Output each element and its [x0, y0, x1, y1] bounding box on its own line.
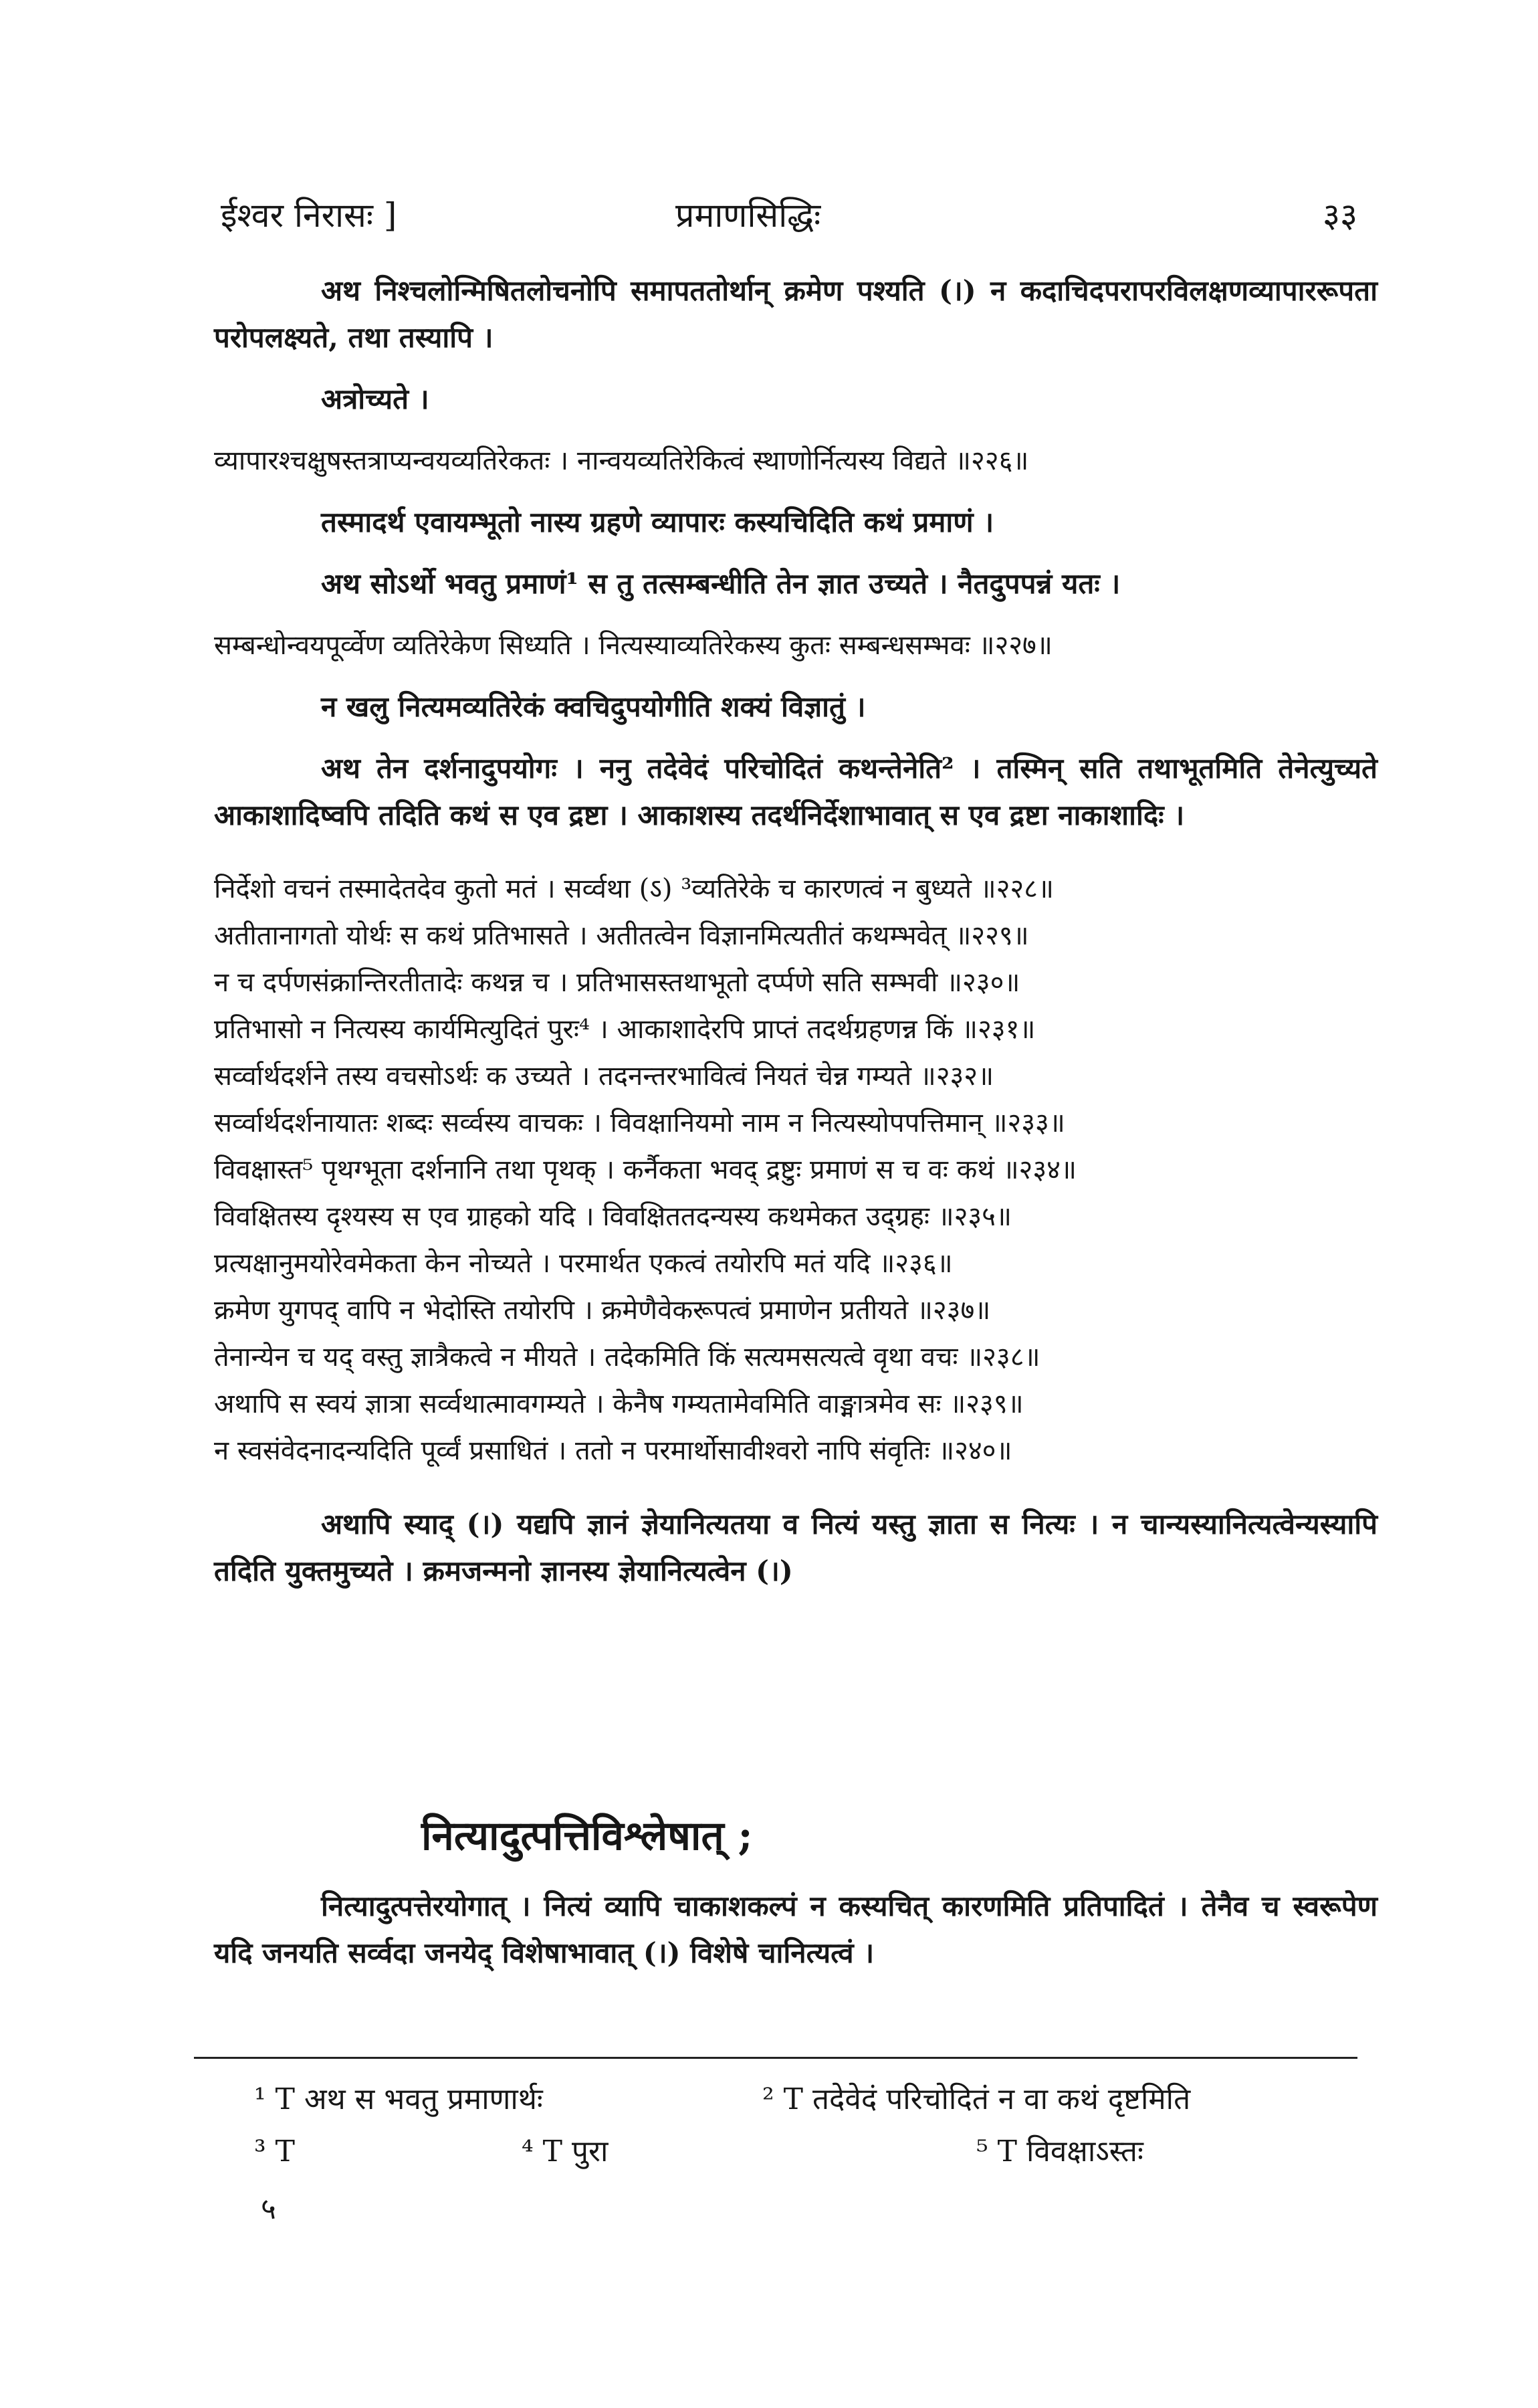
- verse-line: क्रमेण युगपद् वापि न भेदोस्ति तयोरपि । क्रमेणैवेकरूपत्वं प्रमाणेन प्रतीयते ॥२३७॥: [214, 1295, 991, 1326]
- verse-line: निर्देशो वचनं तस्मादेतदेव कुतो मतं । सर्व्वथा (ऽ) ³व्यतिरेके च कारणत्वं न बुध्यते ॥२२८॥: [214, 874, 1054, 904]
- verse-line: विवक्षितस्य दृश्यस्य स एव ग्राहको यदि । विवक्षिततदन्यस्य कथमेकत उद्ग्रहः ॥२३५॥: [214, 1201, 1012, 1232]
- paragraph: अथ सोऽर्थो भवतु प्रमाणं¹ स तु तत्सम्बन्धीति तेन ज्ञात उच्यते । नैतदुपपन्नं यतः ।: [321, 567, 1121, 600]
- commentary: [214, 1883, 1378, 1977]
- footnote-divider: [194, 2057, 1357, 2059]
- footnote-row: [254, 2074, 1378, 2126]
- footnote: ² T तदेवेदं परिचोदितं न वा कथं दृष्टमिति: [762, 2082, 1191, 2116]
- footnote: ¹ T अथ स भवतु प्रमाणार्थः: [254, 2082, 543, 2116]
- footnotes: [254, 2074, 1378, 2178]
- paragraph: अथ निश्चलोन्मिषितलोचनोपि समापततोर्थान् क्रमेण पश्यति (।) न कदाचिदपरापरविलक्षणव्यापाररूपता परोपलक्ष्यते, तथा तस्यापि ।: [214, 274, 1378, 354]
- signature-mark: ५: [261, 2192, 276, 2226]
- verse-line: प्रत्यक्षानुमयोरेवमेकता केन नोच्यते । परमार्थत एकत्वं तयोरपि मतं यदि ॥२३६॥: [214, 1248, 953, 1279]
- verse-line: सर्व्वार्थदर्शनायातः शब्दः सर्व्वस्य वाचकः । विवक्षानियमो नाम न नित्यस्योपपत्तिमान् ॥२३३॥: [214, 1108, 1065, 1138]
- verse-line: अतीतानागतो योर्थः स कथं प्रतिभासते । अतीतत्वेन विज्ञानमित्यतीतं कथम्भवेत् ॥२२९॥: [214, 920, 1029, 951]
- verse-line: व्यापारश्चक्षुषस्तत्राप्यन्वयव्यतिरेकतः । नान्वयव्यतिरेकित्वं स्थाणोर्नित्यस्य विद्यते ॥२२६॥: [214, 445, 1029, 476]
- verse-line: न च दर्पणसंक्रान्तिरतीतादेः कथन्न च । प्रतिभासस्तथाभूतो दर्प्पणे सति सम्भवी ॥२३०॥: [214, 967, 1020, 998]
- paragraph: तस्मादर्थ एवायम्भूतो नास्य ग्रहणे व्यापारः कस्यचिदिति कथं प्रमाणं ।: [321, 506, 994, 538]
- verse-line: विवक्षास्त⁵ पृथग्भूता दर्शनानि तथा पृथक् । कर्नैकता भवद् द्रष्टुः प्रमाणं स च वः कथं ॥२३४॥: [214, 1155, 1077, 1185]
- footnote-row: [254, 2126, 1378, 2178]
- verse-line: प्रतिभासो न नित्यस्य कार्यमित्युदितं पुरः⁴ । आकाशादेरपि प्राप्तं तदर्थग्रहणन्न किं ॥२३१॥: [214, 1014, 1036, 1045]
- paragraph: अत्रोच्यते ।: [321, 383, 429, 415]
- paragraph: अथापि स्याद् (।) यद्यपि ज्ञानं ज्ञेयानित्यतया व नित्यं यस्तु ज्ञाता स नित्यः । न चान्यस्यानित्यत्वेन्यस्यापि तदिति युक्तमुच्यते । क्रमजन्मनो ज्ञानस्य ज्ञेयानित्यत्वेन (।): [214, 1508, 1378, 1587]
- verse-line: न स्वसंवेदनादन्यदिति पूर्व्वं प्रसाधितं । ततो न परमार्थोसावीश्वरो नापि संवृतिः ॥२४०॥: [214, 1435, 1012, 1466]
- verse-line: तेनान्येन च यद् वस्तु ज्ञात्रैकत्वे न मीयते । तदेकमिति किं सत्यमसत्यत्वे वृथा वचः ॥२३८॥: [214, 1342, 1040, 1373]
- paragraph: न खलु नित्यमव्यतिरेकं क्वचिदुपयोगीति शक्यं विज्ञातुं ।: [321, 690, 866, 723]
- verse-line: अथापि स स्वयं ज्ञात्रा सर्व्वथात्मावगम्यते । केनैष गम्यतामेवमिति वाङ्मात्रमेव सः ॥२३९॥: [214, 1389, 1024, 1419]
- running-head-title: प्रमाणसिद्धिः: [675, 196, 821, 235]
- footnote: ⁵ T विवक्षाऽस्तः: [976, 2134, 1143, 2169]
- verse-line: सर्व्वार्थदर्शने तस्य वचसोऽर्थः क उच्यते । तदनन्तरभावित्वं नियतं चेन्न गम्यते ॥२३२॥: [214, 1061, 994, 1092]
- page-number: ३३: [1323, 196, 1357, 235]
- verse-line: सम्बन्धोन्वयपूर्व्वेण व्यतिरेकेण सिध्यति । नित्यस्याव्यतिरेकस्य कुतः सम्बन्धसम्भवः ॥२२७॥: [214, 630, 1053, 661]
- footnote: ³ T: [254, 2134, 295, 2169]
- paragraph: अथ तेन दर्शनादुपयोगः । ननु तदेवेदं परिचोदितं कथन्तेनेति² । तस्मिन् सति तथाभूतमिति तेनेत्युच्यते आकाशादिष्वपि तदिति कथं स एव द्रष्टा । आकाशस्य तदर्थनिर्देशाभावात् स एव द्रष्टा नाकाशादिः ।: [214, 752, 1378, 831]
- main-text: [214, 268, 1378, 1595]
- paragraph: नित्यादुत्पत्तेरयोगात् । नित्यं व्यापि चाकाशकल्पं न कस्यचित् कारणमिति प्रतिपादितं । तेनैव च स्वरूपेण यदि जनयति सर्व्वदा जनयेद् विशेषाभावात् (।) विशेषे चानित्यत्वं ।: [214, 1890, 1378, 1969]
- footnote: ⁴ T पुरा: [522, 2134, 609, 2169]
- section-heading: नित्यादुत्पत्तिविश्लेषात् ;: [421, 1813, 753, 1860]
- running-head-section: ईश्वर निरासः ]: [221, 196, 397, 235]
